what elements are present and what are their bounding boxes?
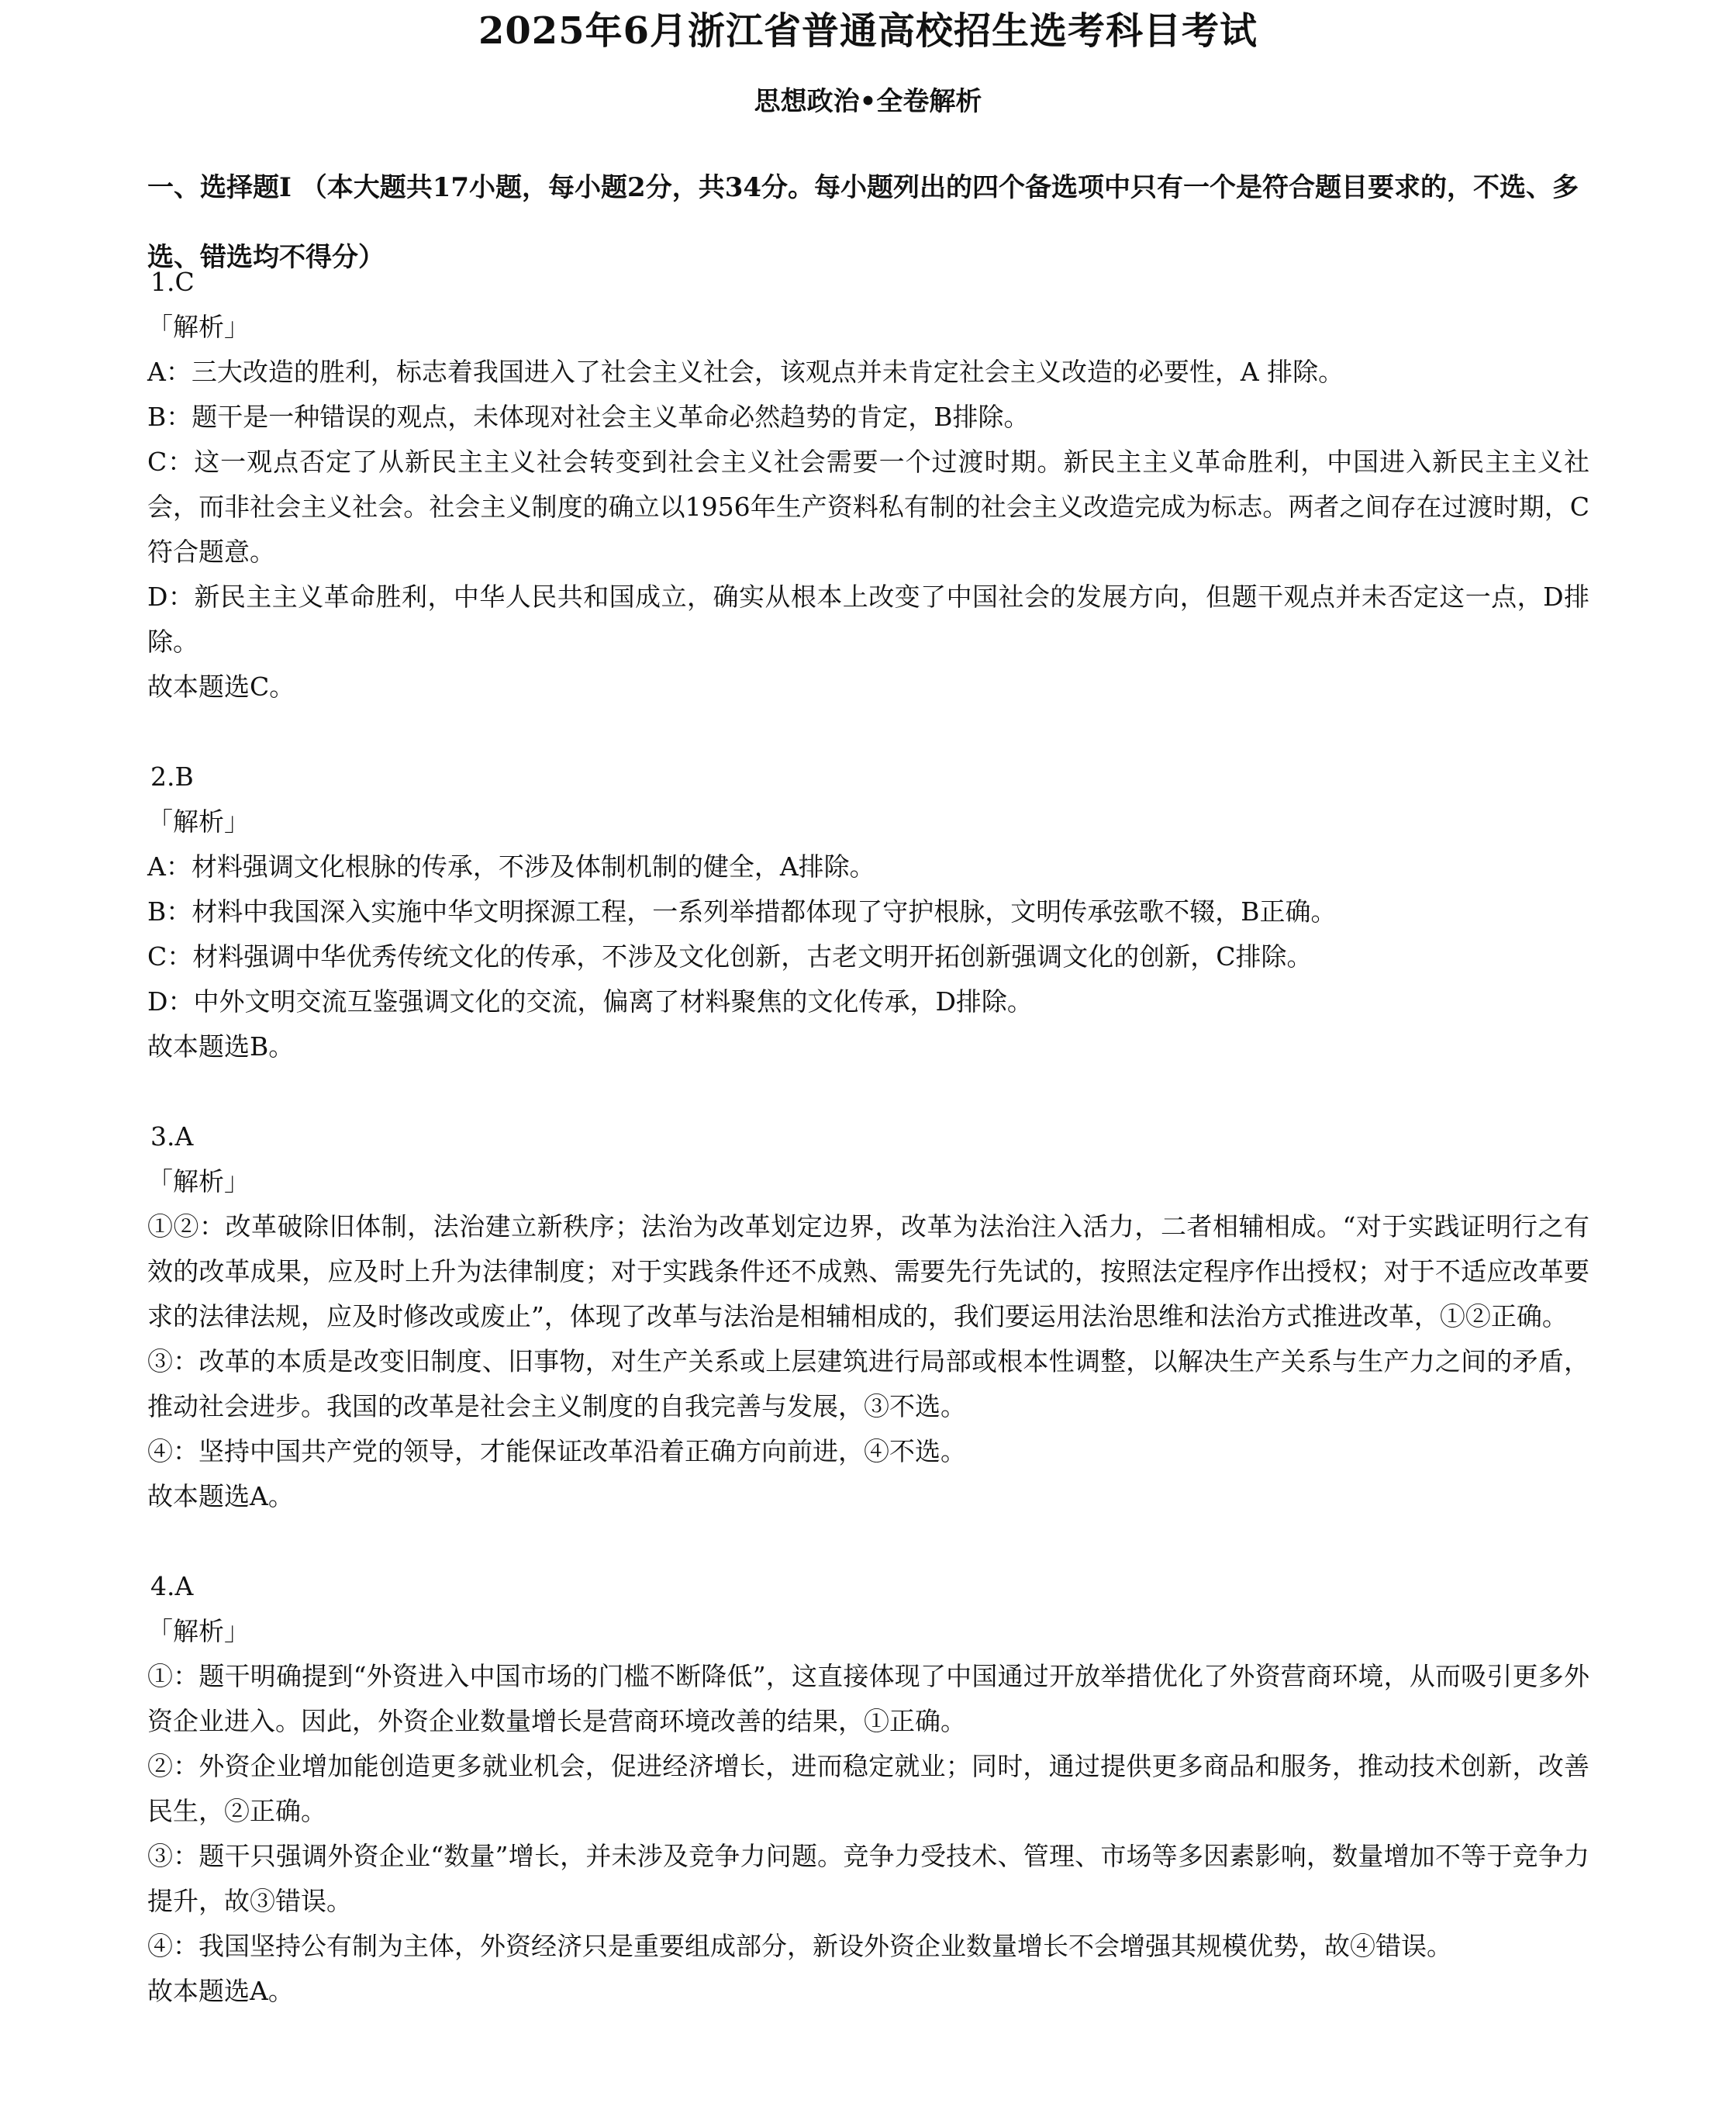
analysis-line: ④：坚持中国共产党的领导，才能保证改革沿着正确方向前进，④不选。 <box>147 1436 966 1466</box>
analysis-line: ①②：改革破除旧体制，法治建立新秩序；法治为改革划定边界，改革为法治注入活力，二者相辅相成。“对于实践证明行之有效的改革成果，应及时上升为法律制度；对于实践条件还不成熟、需要先行先试的，按照法定程序作出授权；对于不适应改革要求的法律法规，应及时修改或废止”，体现了改革与法治是相辅相成的，我们要运用法治思维和法治方式推进改革，①②正确。 <box>147 1211 1589 1331</box>
question-1 <box>147 260 1589 710</box>
analysis-line: C：这一观点否定了从新民主主义社会转变到社会主义社会需要一个过渡时期。新民主主义革命胜利，中国进入新民主主义社会，而非社会主义社会。社会主义制度的确立以1956年生产资料私有制的社会主义改造完成为标志。两者之间存在过渡时期，C符合题意。 <box>147 447 1589 567</box>
analysis-line: C：材料强调中华优秀传统文化的传承，不涉及文化创新，古老文明开拓创新强调文化的创新，C排除。 <box>147 941 1313 972</box>
analysis-label: 「解析」 <box>147 312 250 342</box>
analysis-line: ④：我国坚持公有制为主体，外资经济只是重要组成部分，新设外资企业数量增长不会增强其规模优势，故④错误。 <box>147 1931 1452 1961</box>
analysis-label: 「解析」 <box>147 806 250 837</box>
analysis-line: ①：题干明确提到“外资进入中国市场的门槛不断降低”，这直接体现了中国通过开放举措优化了外资营商环境，从而吸引更多外资企业进入。因此，外资企业数量增长是营商环境改善的结果，①正确。 <box>147 1661 1589 1736</box>
question-3 <box>147 1114 1589 1519</box>
conclusion: 故本题选B。 <box>147 1031 295 1062</box>
question-2 <box>147 755 1589 1069</box>
question-number: 3.A <box>150 1121 194 1152</box>
analysis-line: ③：题干只强调外资企业“数量”增长，并未涉及竞争力问题。竞争力受技术、管理、市场等多因素影响，数量增加不等于竞争力提升，故③错误。 <box>147 1841 1589 1916</box>
answer-body <box>147 260 1589 2014</box>
page-title: 2025年6月浙江省普通高校招生选考科目考试 <box>478 9 1258 53</box>
analysis-line: ②：外资企业增加能创造更多就业机会，促进经济增长，进而稳定就业；同时，通过提供更多商品和服务，推动技术创新，改善民生，②正确。 <box>147 1751 1589 1826</box>
page-subtitle: 思想政治•全卷解析 <box>754 86 982 117</box>
analysis-line: D：中外文明交流互鉴强调文化的交流，偏离了材料聚焦的文化传承，D排除。 <box>147 986 1033 1017</box>
question-number: 1.C <box>150 267 195 297</box>
analysis-line: A：三大改造的胜利，标志着我国进入了社会主义社会，该观点并未肯定社会主义改造的必要性，A 排除。 <box>147 357 1344 387</box>
analysis-label: 「解析」 <box>147 1166 250 1197</box>
analysis-label: 「解析」 <box>147 1616 250 1646</box>
question-number: 2.B <box>150 761 194 792</box>
analysis-line: D：新民主主义革命胜利，中华人民共和国成立，确实从根本上改变了中国社会的发展方向，但题干观点并未否定这一点，D排除。 <box>147 582 1589 657</box>
analysis-line: B：题干是一种错误的观点，未体现对社会主义革命必然趋势的肯定，B排除。 <box>147 402 1030 432</box>
conclusion: 故本题选A。 <box>147 1481 294 1511</box>
question-number: 4.A <box>150 1571 194 1601</box>
conclusion: 故本题选A。 <box>147 1976 294 2006</box>
conclusion: 故本题选C。 <box>147 672 295 702</box>
analysis-line: B：材料中我国深入实施中华文明探源工程，一系列举措都体现了守护根脉，文明传承弦歌不辍，B正确。 <box>147 896 1337 927</box>
question-4 <box>147 1564 1589 2014</box>
analysis-line: ③：改革的本质是改变旧制度、旧事物，对生产关系或上层建筑进行局部或根本性调整，以解决生产关系与生产力之间的矛盾，推动社会进步。我国的改革是社会主义制度的自我完善与发展，③不选。 <box>147 1346 1589 1421</box>
analysis-line: A：材料强调文化根脉的传承，不涉及体制机制的健全，A排除。 <box>147 851 875 882</box>
section-heading: 一、选择题Ⅰ （本大题共17小题，每小题2分，共34分。每小题列出的四个备选项中只有一个是符合题目要求的，不选、多选、错选均不得分） <box>147 172 1579 273</box>
